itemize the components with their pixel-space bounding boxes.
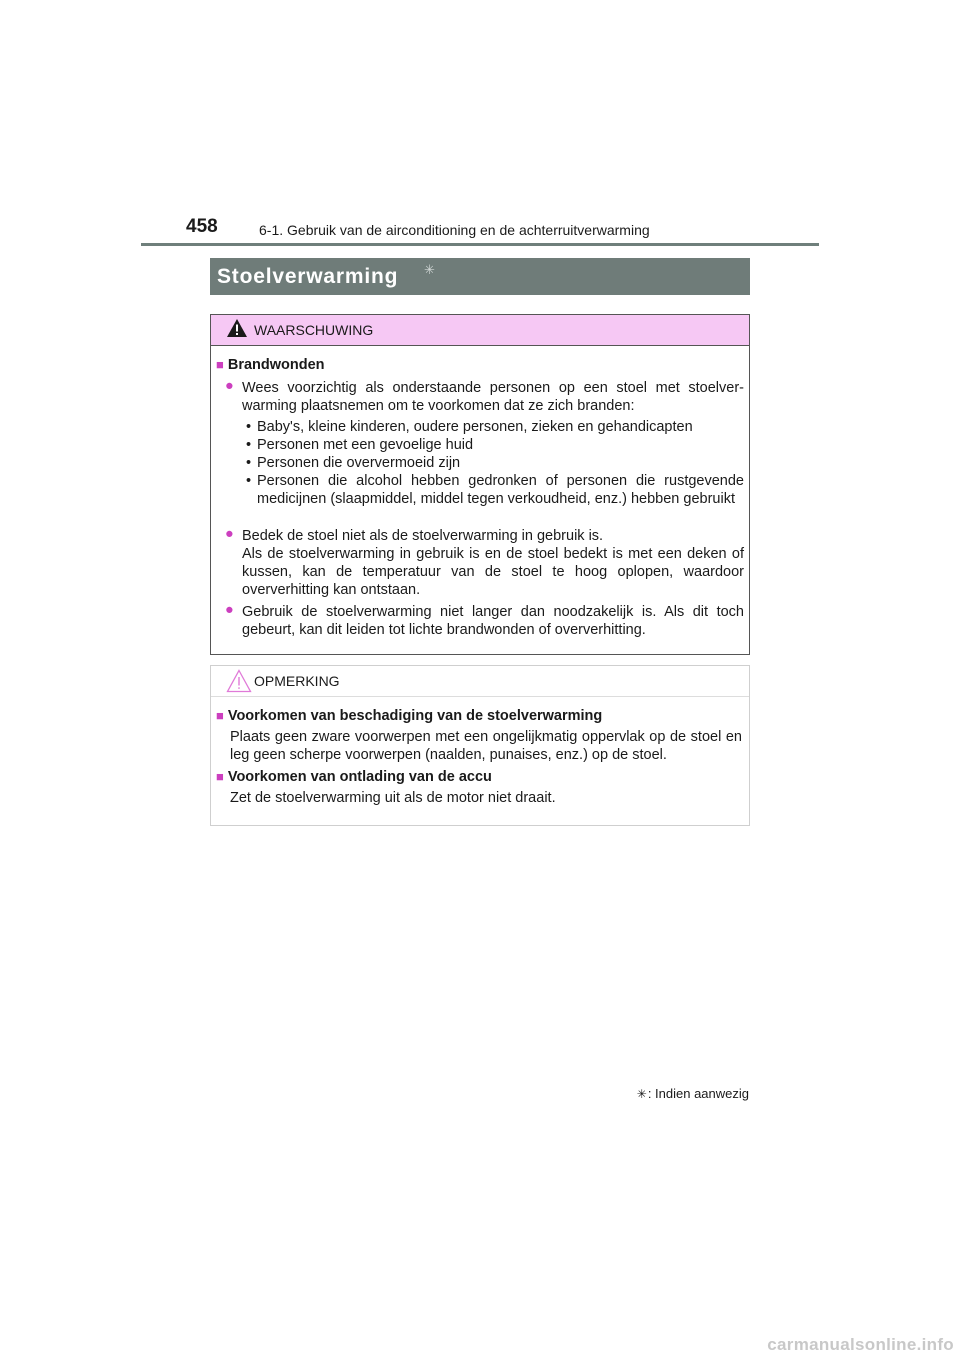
notice-text-2: Zet de stoelverwarming uit als de motor niet draait. [230, 790, 556, 806]
warning-triangle-filled-icon [226, 318, 248, 338]
sub-list-item: • Personen die alcohol hebben gedronken of personen die rustgevende medicijnen (slaapmiddel, middel tegen verkoudheid, enz.) hebben gebruikt [246, 473, 744, 507]
notice-heading-2 [216, 769, 492, 785]
warning-item-3: Gebruik de stoelverwarming niet langer dan noodzakelijk is. Als dit toch gebeurt, kan dit leiden tot lichte brandwonden of oververhitting. [242, 604, 744, 638]
notice-heading-1 [216, 708, 602, 724]
warning-sub-list [246, 418, 744, 508]
section-title-bar [210, 258, 750, 295]
warning-triangle-outline-icon [226, 669, 252, 693]
optional-mark: ✳ [636, 1087, 647, 1101]
notice-heading-2-text: Voorkomen van ontlading van de accu [227, 769, 492, 785]
sub-list-item: • Personen die oververmoeid zijn [246, 455, 461, 471]
warning-item-2: Bedek de stoel niet als de stoelverwarming in gebruik is. [242, 528, 604, 544]
notice-text-1: Plaats geen zware voorwerpen met een ongelijkmatig oppervlak op de stoel en leg geen scherpe voorwerpen (naalden, punaises, enz.) op de stoel. [230, 729, 742, 763]
warning-label: WAARSCHUWING [254, 322, 374, 338]
optional-mark: ✳ [424, 262, 435, 277]
sub-list-item: • Personen met een gevoelige huid [246, 437, 474, 453]
section-title: Stoelverwarming [217, 265, 399, 288]
running-head: 6-1. Gebruik van de airconditioning en de achterruitverwarming [259, 222, 650, 238]
sub-list-item: • Baby's, kleine kinderen, oudere personen, zieken en gehandicapten [246, 419, 693, 435]
watermark: carmanualsonline.info [767, 1335, 954, 1354]
notice-heading-1-text: Voorkomen van beschadiging van de stoelverwarming [227, 708, 603, 724]
warning-heading-text: Brandwonden [227, 357, 325, 373]
footnote [637, 1086, 749, 1101]
square-bullet-icon: ■ [216, 357, 224, 372]
header-rule [141, 243, 819, 246]
page-number: 458 [186, 216, 218, 237]
notice-header [211, 666, 749, 697]
warning-header [211, 315, 749, 346]
footnote-text: : Indien aanwezig [647, 1086, 749, 1101]
round-bullet-icon: ● [225, 378, 234, 394]
warning-item-1: Wees voorzichtig als onderstaande personen op een stoel met stoelver-warming plaatsnemen om te voorkomen dat ze zich branden: [242, 380, 744, 414]
warning-box [210, 314, 750, 655]
warning-heading [216, 357, 325, 373]
notice-box [210, 665, 750, 826]
notice-label: OPMERKING [254, 673, 340, 689]
square-bullet-icon: ■ [216, 708, 224, 723]
square-bullet-icon: ■ [216, 769, 224, 784]
round-bullet-icon: ● [225, 526, 234, 542]
round-bullet-icon: ● [225, 602, 234, 618]
warning-item-2-detail: Als de stoelverwarming in gebruik is en de stoel bedekt is met een deken of kussen, kan de temperatuur van de stoel te hoog oplopen, waardoor oververhitting kan ontstaan. [242, 546, 744, 598]
